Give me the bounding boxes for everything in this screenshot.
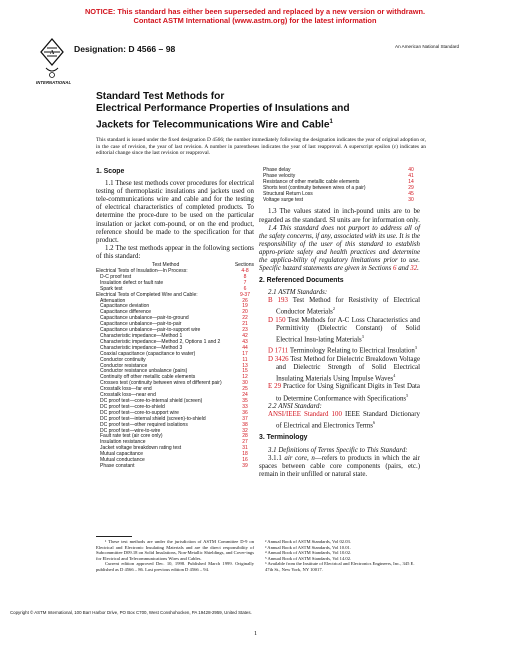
toc-section-link[interactable]: 4-8 <box>241 268 249 275</box>
reference-footnote-mark: 3 <box>361 334 364 340</box>
toc-section-link[interactable]: 18 <box>242 451 248 458</box>
footnote-item: ² Annual Book of ASTM Standards, Vol 02.03. <box>265 539 351 544</box>
toc-row <box>96 464 254 470</box>
toc-label: Jacket voltage breakdown rating test <box>100 445 182 452</box>
reference-title: Terminology Relating to Electrical Insulation <box>288 347 415 355</box>
toc-section-link[interactable]: 7 <box>243 279 247 286</box>
toc-label: Voltage surge test <box>263 196 304 203</box>
astm-standards-label: 2.1 ASTM Standards: <box>268 289 328 297</box>
toc-label: Phase constant <box>100 462 135 469</box>
title-line-1: Standard Test Methods for <box>96 91 225 102</box>
footnote-item: ⁴ Annual Book of ASTM Standards, Vol 10.02. <box>265 550 352 556</box>
footnote-rule <box>96 536 132 537</box>
toc-label: Crosstalk loss—near end <box>100 392 156 399</box>
ansi-ref-code[interactable]: ANSI/IEEE Standard 100 <box>268 410 342 418</box>
ansi-standard-label: 2.2 ANSI Standard: <box>268 402 322 410</box>
withdrawal-notice <box>0 7 510 25</box>
toc-rows <box>96 269 254 470</box>
reference-item <box>259 344 420 355</box>
toc-row <box>259 198 420 204</box>
toc-section-link[interactable]: 17 <box>242 350 248 357</box>
footnote-1: ¹ These test methods are under the jurisdiction of ASTM Committee D-9 on Electrical and Electronic Insulating Materials and are the direct responsibility of Subcommittee D09.18 on Solid Insulations, Non-Metallic Shieldings, and Cover-ings for Electrical and Telecommunications Wires and Cables. <box>96 539 254 561</box>
reference-item <box>259 297 420 316</box>
reference-code-link[interactable]: B 193 <box>268 297 288 305</box>
title-line-3: Jackets for Telecommunications Wire and Cable <box>96 119 330 131</box>
link-section-32[interactable]: 32 <box>410 265 418 273</box>
toc-label: DC proof test—internal shield (screen)-to-shield <box>100 415 206 422</box>
toc-section-link[interactable]: 25 <box>242 386 248 393</box>
toc-label: Spark test <box>100 285 123 292</box>
logo-wordmark: INTERNATIONAL <box>36 80 72 85</box>
toc-continued <box>259 168 420 203</box>
toc-header-sections: Sections <box>234 262 254 269</box>
toc-label: DC proof test—core-to-support wire <box>100 409 179 416</box>
footnotes-left <box>96 539 254 573</box>
toc-label: Resistance of other metallic cable elements <box>263 178 360 185</box>
toc-label: Conductor resistance <box>100 362 148 369</box>
footnote-item: ⁶ Available from the Institute of Electrical and Electronics Engineers, Inc., 345 E. 47th St., New York, NY 10017. <box>265 561 415 572</box>
title-footnote-mark: 1 <box>329 118 333 125</box>
toc-label: Coaxial capacitance (capacitance to water) <box>100 350 196 357</box>
toc-label: Capacitance difference <box>100 309 152 316</box>
toc-label: Conductor continuity <box>100 356 146 363</box>
footnote-item: ³ Annual Book of ASTM Standards, Vol 10.01. <box>265 544 351 550</box>
toc-section-link[interactable]: 37 <box>242 415 248 422</box>
toc-section-link[interactable]: 36 <box>242 409 248 416</box>
scope-1-4: 1.4 This standard does not purport to address all of the safety concerns, if any, associated with its use. It is the responsibility of the user of this standard to establish appro-priate safety and health practices and determine the applica-bility of regulatory limitations prior to use. Specific hazard statements are given in Sections 6 and 32. <box>259 224 420 273</box>
toc-label: Characteristic impedance—Method 1 <box>100 333 183 339</box>
toc-label: Characteristic impedance—Method 2, Options 1 and 2 <box>100 338 221 345</box>
toc-section-link[interactable]: 20 <box>242 309 248 316</box>
toc-label: Insulation defect or fault rate <box>100 279 164 286</box>
toc-section-link[interactable]: 23 <box>242 327 248 334</box>
reference-code-link[interactable]: D 150 <box>268 316 286 324</box>
toc-section-link[interactable]: 39 <box>242 462 248 469</box>
toc-section-link[interactable]: 21 <box>242 321 248 328</box>
toc-section-link[interactable]: 30 <box>408 196 414 203</box>
toc-label: Characteristic impedance—Method 3 <box>100 344 183 351</box>
toc-label: Mutual capacitance <box>100 451 144 458</box>
toc-section-link[interactable]: 31 <box>242 445 248 452</box>
scope-1-2: 1.2 The test methods appear in the following sections of this standard: <box>96 244 254 260</box>
toc-label: Conductor resistance unbalance (pairs) <box>100 368 188 375</box>
reference-footnote-mark: 3 <box>414 345 417 351</box>
toc-section-link[interactable]: 14 <box>408 178 414 185</box>
toc-section-link[interactable]: 43 <box>242 338 248 345</box>
title-line-2: Electrical Performance Properties of Insulations and <box>96 103 350 115</box>
toc-section-link[interactable]: 32 <box>242 427 248 434</box>
toc-header-method: Test Method <box>152 262 180 269</box>
toc-label: Capacitance unbalance—pair-to-support wire <box>100 327 201 334</box>
copyright-line: Copyright © ASTM International, 100 Barr Harbor Drive, PO Box C700, West Conshohocken, PA 19428-2959, United States. <box>10 610 252 615</box>
issuance-note: This standard is issued under the fixed designation D 4566; the number immediately following the designation indicates the year of original adoption or, in the case of revision, the year of last revision. A number in parentheses indicates the year of last reapproval. A superscript epsilon (ε) indicates an editorial change since the last revision or reapproval. <box>96 137 426 157</box>
toc-section-link[interactable]: 24 <box>242 392 248 399</box>
reference-item <box>259 317 420 345</box>
toc-section-link[interactable]: 35 <box>242 397 248 404</box>
ansi-reference: ANSI/IEEE Standard 100 IEEE Standard Dictionary of Electrical and Electronics Terms$^6$ <box>268 410 420 430</box>
toc-section-link[interactable]: 19 <box>242 303 248 310</box>
toc-label: Insulation resistance <box>100 439 146 446</box>
toc-label: DC proof test—core-to-internal shield (screen) <box>100 397 203 404</box>
reference-footnote-mark: 4 <box>393 373 396 379</box>
footnotes-right <box>259 539 420 573</box>
astm-logo-icon <box>40 38 64 80</box>
reference-item <box>259 356 420 384</box>
test-method-table <box>96 263 254 470</box>
footnote-item: ⁵ Annual Book of ASTM Standards, Vol 14.02. <box>265 555 352 561</box>
toc-label: Fault rate test (air core only) <box>100 433 163 440</box>
toc-label: Phase velocity <box>263 172 296 179</box>
terminology-3-1: 3.1 Definitions of Terms Specific to This Standard: <box>268 446 408 454</box>
toc-section-link[interactable]: 44 <box>242 344 248 351</box>
right-column <box>259 168 420 479</box>
toc-section-link[interactable]: 26 <box>242 297 248 304</box>
page-number: 1 <box>254 630 258 637</box>
term-air-core: air core, n <box>284 454 315 462</box>
reference-footnote-mark: 5 <box>406 392 409 398</box>
document-title <box>96 91 426 132</box>
reference-footnote-mark: 2 <box>332 306 335 312</box>
toc-section-link[interactable]: 15 <box>242 368 248 375</box>
designation: Designation: D 4566 – 98 <box>74 44 176 54</box>
toc-section-link[interactable]: 28 <box>242 433 248 440</box>
toc-section-link[interactable]: 11 <box>242 356 248 363</box>
toc-section-link[interactable]: 33 <box>242 403 248 410</box>
toc-section-link[interactable]: 6 <box>243 285 247 292</box>
footnote-1-edition: Current edition approved Dec. 10, 1998. Published March 1999. Originally published as D 4566 – 86. Last previous edition D 4566 – 94. <box>96 561 254 572</box>
reference-item <box>259 383 420 402</box>
toc-label: Structural Return Loss <box>263 190 313 197</box>
references-heading: 2. Referenced Documents <box>259 277 344 285</box>
toc-section-link[interactable]: 12 <box>242 374 248 381</box>
svg-text:A: A <box>49 50 55 56</box>
toc-label: Crosses test (continuity between wires of different pair) <box>100 380 222 387</box>
toc-label: Electrical Tests of Completed Wire and Cable: <box>96 291 198 298</box>
toc-label: Mutual conductance <box>100 457 145 464</box>
toc-section-link[interactable]: 41 <box>408 172 414 179</box>
toc-label: Crosstalk loss—far end <box>100 386 152 393</box>
scope-1-3: 1.3 The values stated in inch-pound units are to be regarded as the standard. SI units are for information only. <box>259 208 420 224</box>
toc-label: Continuity off other metallic cable elements <box>100 374 196 381</box>
ansi-label: An American National Standard <box>395 44 460 49</box>
toc-section-link[interactable]: 13 <box>242 362 248 369</box>
toc-section-link[interactable]: 30 <box>242 380 248 387</box>
reference-title: Practice for Using Significant Digits in Test Data to Determine Conformance with Specifications <box>276 383 420 402</box>
toc-label: DC proof test—other required isolations <box>100 421 188 428</box>
toc-label: Shorts test (continuity between wires of a pair) <box>263 184 366 191</box>
notice-line-1: NOTICE: This standard has either been superseded and replaced by a new version or withdrawn. <box>84 7 426 16</box>
toc-label: Phase delay <box>263 167 291 173</box>
toc-section-link[interactable]: 40 <box>408 167 414 173</box>
left-column <box>96 168 254 470</box>
toc-section-link[interactable]: 29 <box>408 184 414 191</box>
toc-section-link[interactable]: 8 <box>243 273 247 280</box>
scope-1-1: 1.1 These test methods cover procedures for electrical testing of thermoplastic insulations and jackets used on tele-communications wire and cable and for the testing of electrical characteristics of completed products. To determine the proce-dure to be used on the particular insulation or jacket com-pound, or on the end product, reference should be made to the specification for that product. <box>96 180 254 244</box>
link-section-6[interactable]: 6 <box>393 265 397 273</box>
toc-label: DC proof test—core-to-shield <box>100 403 165 410</box>
notice-line-2: Contact ASTM International (www.astm.org) for the latest information <box>133 16 377 25</box>
scope-heading: 1. Scope <box>96 168 125 175</box>
toc-section-link[interactable]: 16 <box>242 457 248 464</box>
terminology-3-1-1: 3.1.1 air core, n—refers to products in which the air spaces between cable core components (pairs, etc.) remain in their unfilled or natural state. <box>259 454 420 478</box>
reference-list <box>259 297 420 403</box>
toc-section-link[interactable]: 22 <box>242 315 248 322</box>
toc-label: Capacitance deviation <box>100 303 150 310</box>
toc-label: D-C proof test <box>100 273 132 280</box>
toc-label: Capacitance unbalance—pair-to-ground <box>100 315 189 322</box>
toc-label: DC proof test—wire-to-wire <box>100 427 161 434</box>
terminology-heading: 3. Terminology <box>259 434 308 442</box>
reference-code-link[interactable]: E 29 <box>268 383 282 391</box>
reference-title: Test Method for Dielectric Breakdown Voltage and Dielectric Strength of Solid Electrical Insulating Materials Using Impulse Waves <box>276 355 420 383</box>
reference-title: Test Method for Resistivity of Electrical Conductor Materials <box>276 297 421 316</box>
toc-section-link[interactable]: 27 <box>242 439 248 446</box>
toc-section-link[interactable]: 9-37 <box>239 291 250 298</box>
reference-code-link[interactable]: D 1711 <box>268 347 289 355</box>
toc-section-link[interactable]: 38 <box>242 421 248 428</box>
toc-section-link[interactable]: 42 <box>242 333 248 339</box>
reference-code-link[interactable]: D 3426 <box>268 355 289 363</box>
toc-section-link[interactable]: 45 <box>408 190 414 197</box>
toc-label: Capacitance unbalance—pair-to-pair <box>100 321 182 328</box>
toc-label: Electrical Tests of Insulation—In Process: <box>96 268 188 275</box>
toc-label: Attenuation <box>100 297 126 304</box>
reference-title: Test Methods for A-C Loss Characteristics and Permittivity (Dielectric Constant) of Solid Electrical Insu-lating Materials <box>276 316 420 344</box>
